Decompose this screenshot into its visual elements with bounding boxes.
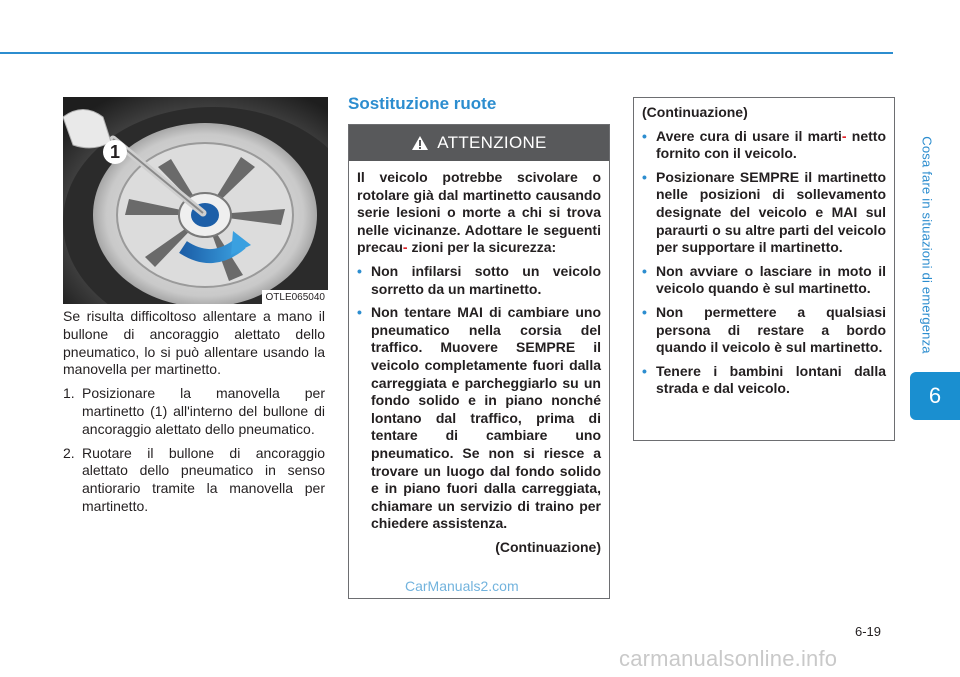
warning-body — [349, 161, 609, 556]
continued-note: (Continuazione) — [495, 538, 601, 555]
step-item: 2. Ruotare il bullone di ancoraggio alettato dello pneumatico in senso antiorario tramite la manovella per martinetto. — [63, 444, 325, 514]
bullet-icon: • — [642, 127, 647, 144]
continuation-bullets — [642, 128, 886, 398]
warning-intro: Il veicolo potrebbe scivolare o rotolare già dal martinetto causando serie lesioni o morte a chi si trova nelle vicinanze. Adottare le seguenti precau- zioni per la sicurezza: — [357, 169, 601, 256]
steps-list — [63, 385, 325, 516]
list-item: • Tenere i bambini lontani dalla strada e dal veicolo. — [642, 362, 886, 397]
intro-paragraph: Se risulta difficoltoso allentare a mano il bullone di ancoraggio alettato dello pneumatico, lo si può allentare usando la manovella per martinetto. — [63, 308, 325, 378]
bullet-icon: • — [357, 304, 362, 321]
warning-label: ATTENZIONE — [437, 133, 547, 152]
continuation-box — [633, 97, 895, 441]
lug-nut-figure — [63, 97, 328, 304]
bullet-icon: • — [642, 303, 647, 320]
wheel-illustration — [63, 97, 328, 304]
figure-code: OTLE065040 — [262, 290, 329, 304]
watermark-carmanuals2[interactable]: CarManuals2.com — [405, 578, 519, 594]
list-item: • Avere cura di usare il marti- netto fornito con il veicolo. — [642, 127, 887, 162]
list-item: • Non permettere a qualsiasi persona di restare a bordo quando il veicolo è sul martinetto. — [642, 303, 886, 356]
bullet-icon: • — [642, 168, 647, 185]
section-heading: Sostituzione ruote — [348, 94, 497, 113]
chapter-side-title: Cosa fare in situazioni di emergenza — [919, 136, 935, 354]
list-item: • Posizionare SEMPRE il martinetto nelle posizioni di sollevamento designate del veicolo e MAI sul paraurti o su altre parti del veicolo per supportare il martinetto. — [642, 168, 886, 256]
bullet-icon: • — [642, 262, 647, 279]
list-item: • Non infilarsi sotto un veicolo sorretto da un martinetto. — [357, 262, 601, 297]
continuation-title: (Continuazione) — [642, 104, 748, 120]
list-item: • Non avviare o lasciare in moto il veicolo quando è sul martinetto. — [642, 262, 886, 297]
page-number: 6-19 — [855, 624, 882, 639]
warning-header — [349, 125, 609, 161]
chapter-tab[interactable]: 6 — [910, 372, 960, 420]
callout-number: 1 — [109, 142, 121, 162]
warning-triangle-icon — [411, 135, 429, 151]
list-item: • Non tentare MAI di cambiare uno pneumatico nella corsia del traffico. Muovere SEMPRE il veicolo completamente fuori dalla carreggiata e parcheggiarlo su un fondo solido e in piano nonché lontano dal traffico, prima di tentare di cambiare uno pneumatico. Se non si riesce a trovare un luogo dal fondo solido e in piano fuori dalla carreggiata, chiamare un servizio di traino per chiedere assistenza. — [357, 304, 601, 532]
warning-box — [348, 124, 610, 599]
step-item: 1. Posizionare la manovella per martinetto (1) all'interno del bullone di ancoraggio alettato dello pneumatico. — [63, 385, 325, 437]
left-column-text — [63, 308, 325, 522]
warning-bullets — [357, 263, 601, 533]
bullet-icon: • — [357, 262, 362, 279]
bullet-icon: • — [642, 362, 647, 379]
watermark-carmanualsonline[interactable]: carmanualsonline.info — [619, 646, 838, 671]
top-rule — [0, 52, 893, 54]
